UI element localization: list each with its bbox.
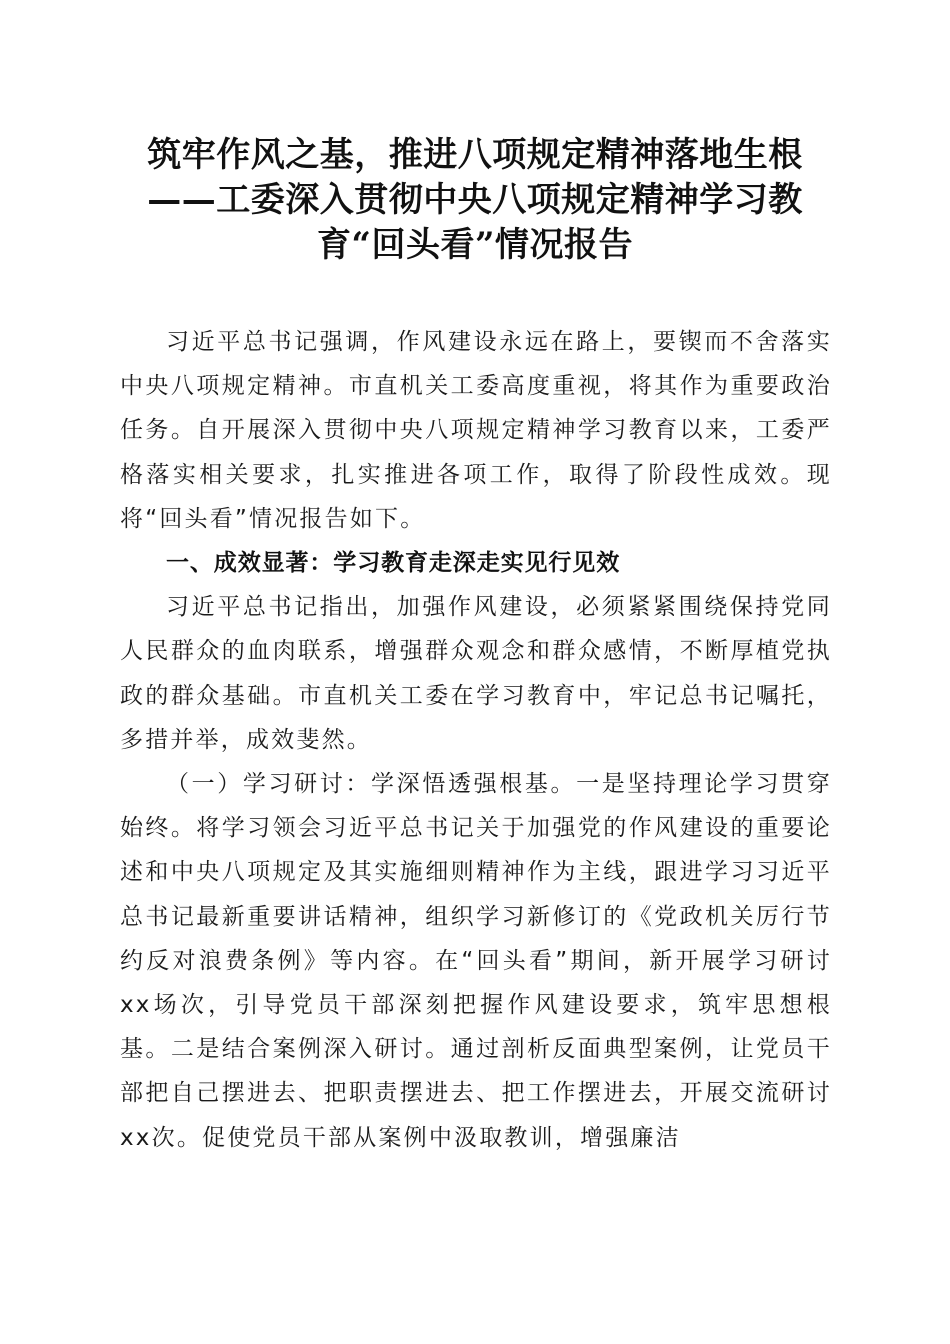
- section-1-heading: 一、成效显著：学习教育走深走实见行见效: [166, 550, 621, 577]
- section-1-intro-paragraph: 习近平总书记指出，加强作风建设，必须紧紧围绕保持党同人民群众的血肉联系，增强群众观念和群众感情，不断厚植党执政的群众基础。市直机关工委在学习教育中，牢记总书记嘱托，多措并举，成效斐然。: [120, 594, 832, 753]
- title-line-2: ——工委深入贯彻中央八项规定精神学习教: [147, 180, 803, 220]
- title-line-1: 筑牢作风之基，推进八项规定精神落地生根: [147, 135, 803, 175]
- document-title: [100, 133, 850, 268]
- intro-paragraph: 习近平总书记强调，作风建设永远在路上，要锲而不舍落实中央八项规定精神。市直机关工委高度重视，将其作为重要政治任务。自开展深入贯彻中央八项规定精神学习教育以来，工委严格落实相关要求，扎实推进各项工作，取得了阶段性成效。现将“回头看”情况报告如下。: [120, 329, 832, 532]
- title-line-3: 育“回头看”情况报告: [316, 225, 634, 265]
- document-body: [120, 320, 832, 1160]
- subsection-1-paragraph: （一）学习研讨：学深悟透强根基。一是坚持理论学习贯穿始终。将学习领会习近平总书记关于加强党的作风建设的重要论述和中央八项规定及其实施细则精神作为主线，跟进学习习近平总书记最新重要讲话精神，组织学习新修订的《党政机关厉行节约反对浪费条例》等内容。在“回头看”期间，新开展学习研讨xx场次，引导党员干部深刻把握作风建设要求，筑牢思想根基。二是结合案例深入研讨。通过剖析反面典型案例，让党员干部把自己摆进去、把职责摆进去、把工作摆进去，开展交流研讨xx次。促使党员干部从案例中汲取教训，增强廉洁: [120, 771, 832, 1151]
